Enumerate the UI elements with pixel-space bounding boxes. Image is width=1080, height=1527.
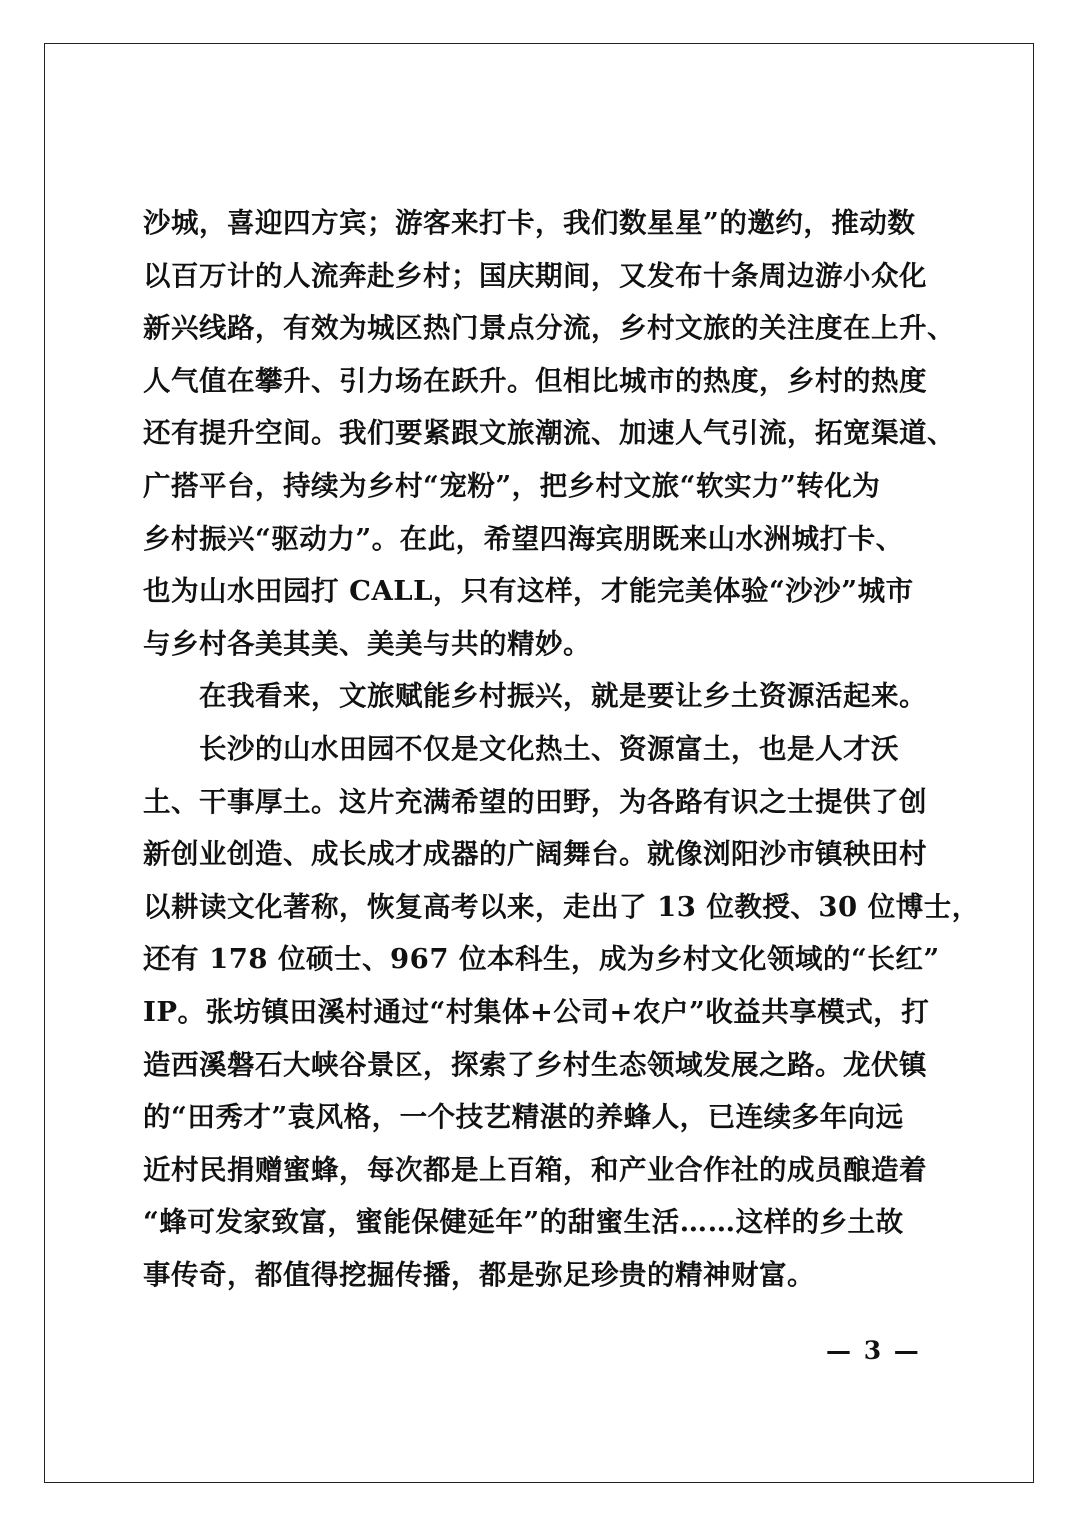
text-line: 也为山水田园打 CALL，只有这样，才能完美体验“沙沙”城市 — [143, 575, 914, 608]
body-text — [143, 203, 980, 1307]
text-line: 以百万计的人流奔赴乡村；国庆期间，又发布十条周边游小众化 — [143, 259, 927, 292]
text-line: 乡村振兴“驱动力”。在此，希望四海宾朋既来山水洲城打卡、 — [143, 522, 904, 555]
text-line: 造西溪磐石大峡谷景区，探索了乡村生态领域发展之路。龙伏镇 — [143, 1048, 927, 1081]
text-line: 沙城，喜迎四方宾；游客来打卡，我们数星星”的邀约，推动数 — [143, 207, 916, 239]
text-line: 近村民捐赠蜜蜂，每次都是上百箱，和产业合作社的成员酿造着 — [143, 1153, 927, 1186]
text-line: 新创业创造、成长成才成器的广阔舞台。就像浏阳沙市镇秧田村 — [143, 838, 927, 871]
text-line: 广搭平台，持续为乡村“宠粉”，把乡村文旅“软实力”转化为 — [143, 469, 881, 502]
text-line: 还有 178 位硕士、967 位本科生，成为乡村文化领域的“长红” — [143, 943, 940, 976]
text-line: 以耕读文化著称，恢复高考以来，走出了 13 位教授、30 位博士， — [143, 890, 980, 923]
paragraph-start-line: 长沙的山水田园不仅是文化热土、资源富土，也是人才沃 — [199, 732, 899, 765]
text-line: 的“田秀才”袁风格，一个技艺精湛的养蜂人，已连续多年向远 — [143, 1101, 904, 1134]
text-line: 新兴线路，有效为城区热门景点分流，乡村文旅的关注度在上升、 — [143, 312, 955, 345]
page-number: — 3 — — [826, 1336, 921, 1365]
paragraph-start-line: 在我看来，文旅赋能乡村振兴，就是要让乡土资源活起来。 — [199, 680, 927, 713]
text-line: 人气值在攀升、引力场在跃升。但相比城市的热度，乡村的热度 — [143, 364, 927, 397]
text-line: 还有提升空间。我们要紧跟文旅潮流、加速人气引流，拓宽渠道、 — [143, 417, 955, 450]
text-line: IP。张坊镇田溪村通过“村集体+公司+农户”收益共享模式，打 — [143, 995, 930, 1028]
text-line: “蜂可发家致富，蜜能保健延年”的甜蜜生活……这样的乡土故 — [143, 1206, 904, 1239]
text-line: 与乡村各美其美、美美与共的精妙。 — [143, 627, 591, 660]
text-line: 土、干事厚土。这片充满希望的田野，为各路有识之士提供了创 — [143, 785, 927, 818]
text-line: 事传奇，都值得挖掘传播，都是弥足珍贵的精神财富。 — [143, 1258, 815, 1291]
